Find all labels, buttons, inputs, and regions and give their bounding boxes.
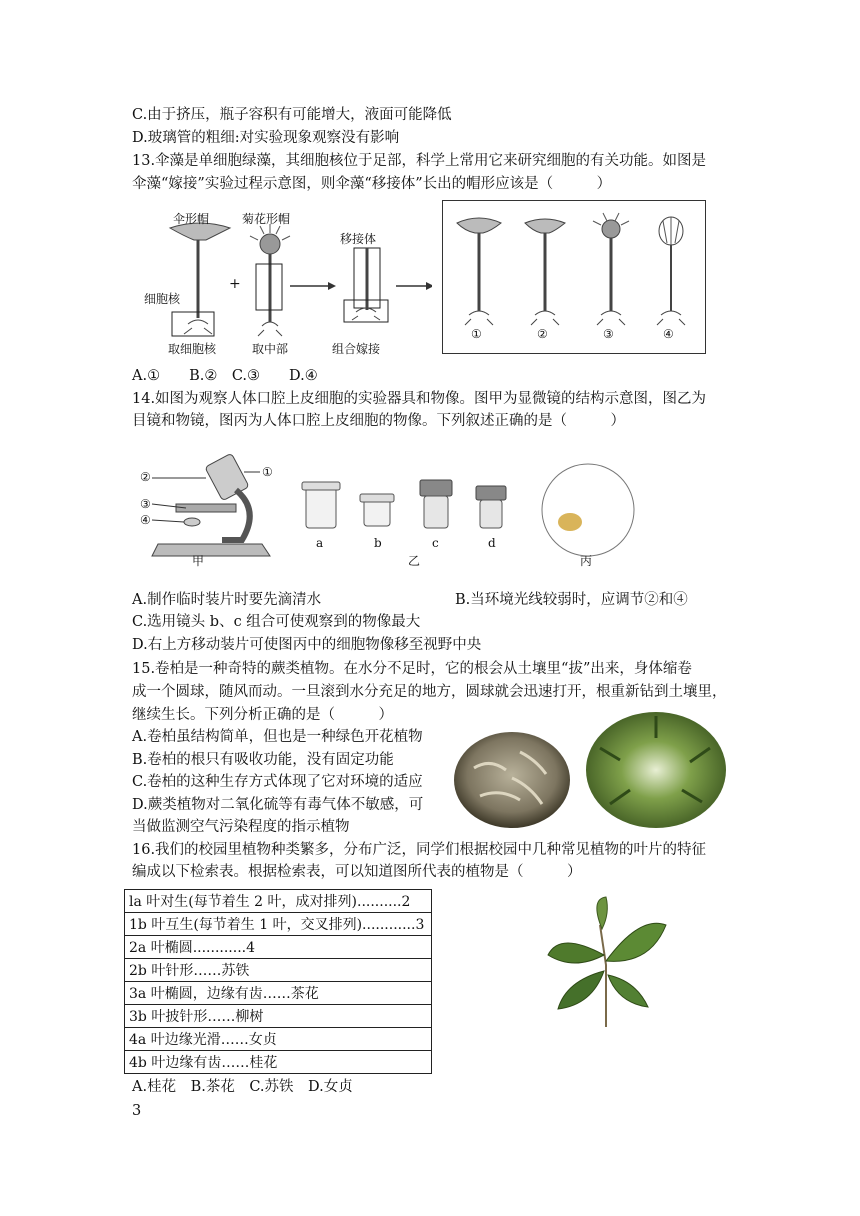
microscope-callout-1: ① — [262, 465, 273, 479]
key-cell: 3a 叶椭圆，边缘有齿……茶花 — [125, 982, 432, 1005]
key-cell: 3b 叶披针形……柳树 — [125, 1005, 432, 1028]
label-graft-body: 移接体 — [340, 232, 377, 246]
figure-label-yi: 乙 — [408, 554, 421, 568]
key-row — [125, 959, 432, 982]
q13-grafting-figure — [132, 200, 707, 360]
q12-option-d: D.玻璃管的粗细:对实验现象观察没有影响 — [132, 130, 400, 146]
q15-option-b: B.卷柏的根只有吸收功能，没有固定功能 — [132, 752, 394, 768]
q13-stem-line-2: 伞藻“嫁接”实验过程示意图，则伞藻“移接体”长出的帽形应该是（ ） — [132, 176, 612, 192]
dichotomous-key-table — [124, 889, 432, 1074]
microscope-callout-4: ④ — [140, 513, 151, 527]
q13-stem-line-1: 13.伞藻是单细胞绿藻，其细胞核位于足部，科学上常用它来研究细胞的有关功能。如图是 — [132, 153, 707, 169]
q15-option-d-line-1: D.蕨类植物对二氧化硫等有毒气体不敏感，可 — [132, 797, 424, 813]
leaf-branch-drawing — [540, 895, 670, 1030]
q14-option-a: A.制作临时装片时要先滴清水 — [132, 592, 322, 608]
resurrection-plant-drawing — [450, 708, 730, 832]
label-nucleus: 细胞核 — [144, 292, 181, 306]
q15-option-d-line-2: 当做监测空气污染程度的指示植物 — [132, 819, 350, 835]
label-take-nucleus: 取细胞核 — [168, 342, 217, 356]
q15-stem-line-1: 15.卷柏是一种奇特的蕨类植物。在水分不足时，它的根会从土壤里“拔”出来，身体缩卷 — [132, 661, 692, 677]
q15-option-a: A.卷柏虽结构简单，但也是一种绿色开花植物 — [132, 729, 423, 745]
label-take-middle: 取中部 — [252, 342, 289, 356]
key-row — [125, 890, 432, 913]
candidate-number-4: ④ — [663, 327, 674, 341]
key-row — [125, 1005, 432, 1028]
plus-sign: + — [229, 276, 241, 292]
lens-label-c: c — [432, 536, 439, 550]
q15-option-c: C.卷柏的这种生存方式体现了它对环境的适应 — [132, 774, 423, 790]
q12-option-c: C.由于挤压，瓶子容积有可能增大，液面可能降低 — [132, 107, 452, 123]
candidate-number-1: ① — [471, 327, 482, 341]
q13-options: A.① B.② C.③ D.④ — [132, 368, 318, 384]
key-row — [125, 1051, 432, 1074]
q14-option-c: C.选用镜头 b、c 组合可使观察到的物像最大 — [132, 614, 421, 630]
candidate-number-3: ③ — [603, 327, 614, 341]
key-row — [125, 936, 432, 959]
lens-label-a: a — [316, 536, 324, 550]
microscope-callout-3: ③ — [140, 497, 151, 511]
q14-option-b: B.当环境光线较弱时，应调节②和④ — [455, 592, 688, 608]
resurrection-plant-photos — [450, 708, 730, 832]
candidate-number-2: ② — [537, 327, 548, 341]
key-row — [125, 982, 432, 1005]
q15-stem-line-3: 继续生长。下列分析正确的是（ ） — [132, 707, 393, 723]
q14-stem-line-2: 目镜和物镜，图丙为人体口腔上皮细胞的物像。下列叙述正确的是（ ） — [132, 413, 625, 429]
microscope-callout-2: ② — [140, 470, 151, 484]
cap-options-box — [442, 200, 706, 354]
q14-option-d: D.右上方移动装片可使图丙中的细胞物像移至视野中央 — [132, 637, 482, 653]
key-cell: la 叶对生(每节着生 2 叶，成对排列)..........2 — [125, 890, 432, 913]
label-chrysanthemum-cap: 菊花形帽 — [242, 212, 291, 226]
lens-label-b: b — [374, 536, 382, 550]
lens-label-d: d — [488, 536, 496, 550]
key-cell: 1b 叶互生(每节着生 1 叶，交叉排列)............3 — [125, 913, 432, 936]
q14-microscope-figure — [132, 440, 652, 570]
q16-options: A.桂花 B.茶花 C.苏铁 D.女贞 — [132, 1079, 353, 1095]
figure-label-bing: 丙 — [580, 554, 593, 568]
key-cell: 2b 叶针形……苏铁 — [125, 959, 432, 982]
q16-stem-line-2: 编成以下检索表。根据检索表，可以知道图所代表的植物是（ ） — [132, 864, 582, 880]
page-number: 3 — [132, 1103, 142, 1119]
key-cell: 4b 叶边缘有齿……桂花 — [125, 1051, 432, 1074]
leaf-branch-photo — [540, 895, 670, 1030]
q15-stem-line-2: 成一个圆球，随风而动。一旦滚到水分充足的地方，圆球就会迅速打开，根重新钻到土壤里， — [132, 684, 727, 700]
key-cell: 4a 叶边缘光滑……女贞 — [125, 1028, 432, 1051]
figure-label-jia: 甲 — [192, 554, 205, 568]
q14-stem-line-1: 14.如图为观察人体口腔上皮细胞的实验器具和物像。图甲为显微镜的结构示意图，图乙为 — [132, 391, 707, 407]
label-combine-graft: 组合嫁接 — [332, 342, 381, 356]
key-cell: 2a 叶椭圆............4 — [125, 936, 432, 959]
q16-stem-line-1: 16.我们的校园里植物种类繁多，分布广泛，同学们根据校园中几种常见植物的叶片的特征 — [132, 842, 707, 858]
label-umbrella-cap: 伞形帽 — [173, 212, 210, 226]
key-row — [125, 1028, 432, 1051]
microscope-drawing — [132, 440, 652, 570]
key-row — [125, 913, 432, 936]
